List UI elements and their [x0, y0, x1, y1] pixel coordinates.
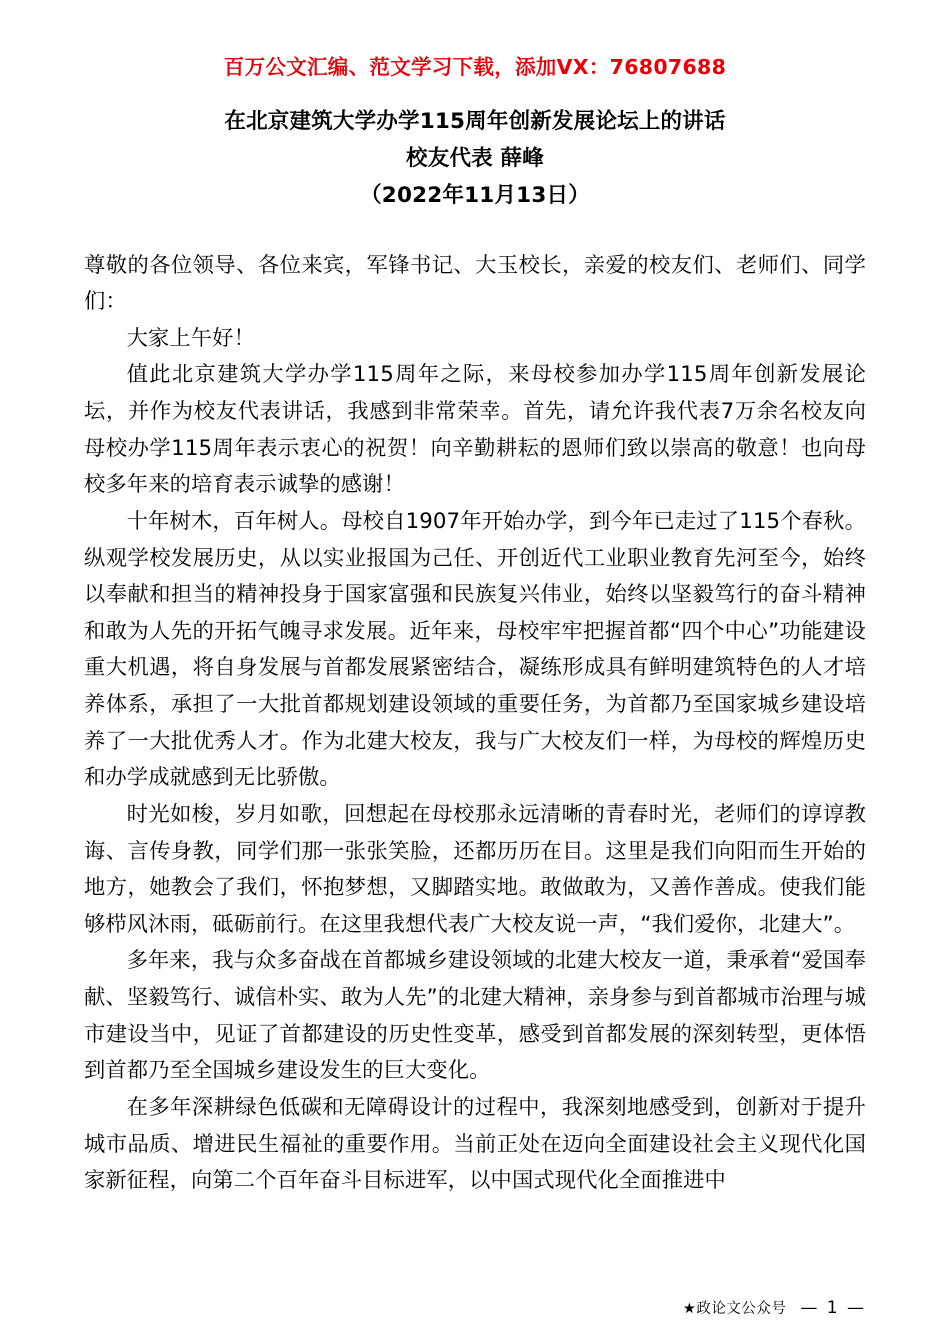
speech-date: （2022年11月13日） — [360, 183, 590, 209]
paragraph-1: 值此北京建筑大学办学115周年之际，来母校参加办学115周年创新发展论坛，并作为校友代表讲话，我感到非常荣幸。首先，请允许我代表7万余名校友向母校办学115周年表示衷心的祝贺！向辛勤耕耘的恩师们致以崇高的敬意！也向母校多年来的培育表示诚挚的感谢！ — [84, 362, 866, 498]
promo-banner: 百万公文汇编、范文学习下载，添加VX：76807688 — [223, 55, 727, 79]
paragraph-salutation: 尊敬的各位领导、各位来宾，军锋书记、大玉校长，亲爱的校友们、老师们、同学们： — [84, 252, 866, 315]
paragraph-2: 十年树木，百年树人。母校自1907年开始办学，到今年已走过了115个春秋。纵观学校发展历史，从以实业报国为己任、开创近代工业职业教育先河至今，始终以奉献和担当的精神投身于国家富强和民族复兴伟业，始终以坚毅笃行的奋斗精神和敢为人先的开拓气魄寻求发展。近年来，母校牢牢把握首都“四个中心”功能建设重大机遇，将自身发展与首都发展紧密结合，凝练形成具有鲜明建筑特色的人才培养体系，承担了一大批首都规划建设领域的重要任务，为首都乃至国家城乡建设培养了一大批优秀人才。作为北建大校友，我与广大校友们一样，为母校的辉煌历史和办学成就感到无比骄傲。 — [84, 508, 866, 791]
paragraph-3: 时光如梭，岁月如歌，回想起在母校那永远清晰的青春时光，老师们的谆谆教诲、言传身教，同学们那一张张笑脸，还都历历在目。这里是我们向阳而生开始的地方，她教会了我们，怀抱梦想，又脚踏实地。敢做敢为，又善作善成。使我们能够栉风沐雨，砥砺前行。在这里我想代表广大校友说一声，“我们爱你，北建大”。 — [84, 801, 866, 937]
paragraph-5: 在多年深耕绿色低碳和无障碍设计的过程中，我深刻地感受到，创新对于提升城市品质、增进民生福祉的重要作用。当前正处在迈向全面建设社会主义现代化国家新征程，向第二个百年奋斗目标进军，以中国式现代化全面推进中 — [84, 1094, 866, 1194]
page-footer — [84, 1297, 866, 1318]
speaker-line: 校友代表 薛峰 — [406, 146, 544, 172]
page-number: — 1 — — [800, 1297, 866, 1318]
page-title: 在北京建筑大学办学115周年创新发展论坛上的讲话 — [224, 109, 726, 134]
paragraph-4: 多年来，我与众多奋战在首都城乡建设领域的北建大校友一道，秉承着“爱国奉献、坚毅笃行、诚信朴实、敢为人先”的北建大精神，亲身参与到首都城市治理与城市建设当中，见证了首都建设的历史性变革，感受到首都发展的深刻转型，更体悟到首都乃至全国城乡建设发生的巨大变化。 — [84, 948, 866, 1084]
paragraph-greeting: 大家上午好！ — [126, 325, 255, 351]
document-body — [84, 248, 866, 1200]
watermark-label: ★政论文公众号 — [682, 1301, 787, 1317]
